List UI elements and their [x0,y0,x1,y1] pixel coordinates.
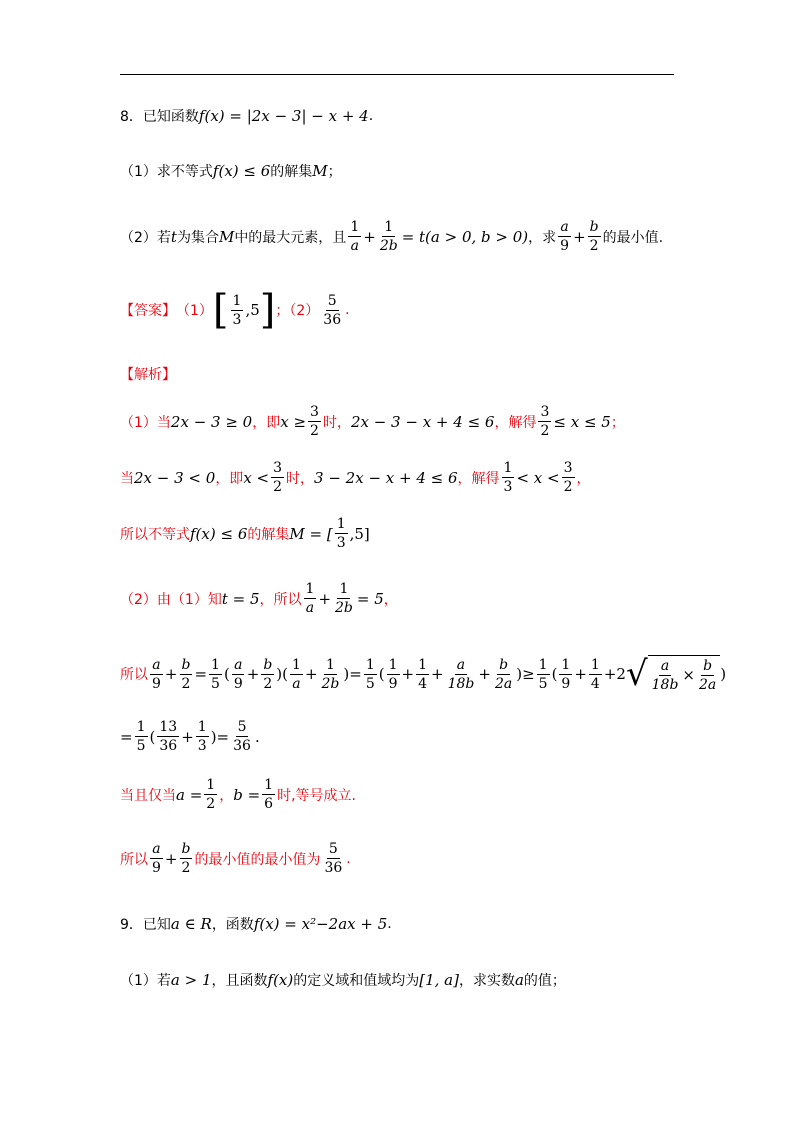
frac-b-over-2: $\frac{b}{2}$ [589,219,599,254]
a-l5-pre: 所以 [120,667,148,683]
frac-1-over-3: $\frac{1}{3}$ [503,460,513,495]
q8-part2-text: （2）若 [120,229,171,246]
q9-title-end: . [387,916,392,932]
a-l4-m1: t = 5 [221,589,260,608]
a-l2-t3: ，解得 [457,470,500,487]
a-l8-t1: 的最小值的最小值为 [194,851,321,868]
answer-label: 【答案】 [120,303,176,319]
q9-part1 [120,970,566,990]
frac-3-over-2: $\frac{3}{2}$ [273,460,283,495]
q9-p1-t1: ，且函数 [211,973,268,989]
answer-part1: （1） [176,303,213,319]
bracket-left: [ [212,287,229,333]
q9-p1-m3: [1, a] [419,971,459,989]
analysis-line-1 [120,403,625,440]
frac-3-over-2: $\frac{3}{2}$ [310,404,319,439]
analysis-line-8: 所以 $\frac{a}{9}$ + $\frac{b}{2}$ 的最小值的最小值为 $\frac{5}{36}$ . [120,841,351,876]
q9-title-t1: ，函数 [211,917,254,933]
q8-part1-var: M [312,162,328,180]
a-l3-m1: f(x) ≤ 6 [190,524,248,543]
frac-1-over-6: $\frac{1}{6}$ [264,777,274,812]
frac-1-over-3: $\frac{1}{3}$ [232,292,242,328]
q8-title [120,106,373,126]
frac-3-over-2: $\frac{3}{2}$ [540,404,550,439]
frac-3-over-2: $\frac{3}{2}$ [563,460,573,495]
a-l4-m2: = 5 [356,589,384,608]
frac-1-over-2b: $\frac{1}{2b}$ [335,581,353,616]
header-rule [120,74,674,75]
a-l1-pre: （1）当 [120,414,171,431]
a-l4-end: ， [383,591,398,608]
a-l2-m2: x < [243,468,270,487]
q9-title [120,914,392,934]
analysis-line-5 [120,654,726,694]
inequality-expression: $\frac{a}{9}$ + $\frac{b}{2}$ = $\frac{1}{5}$ ( $\frac{a}{9}$ + $\frac{b}{2}$ )( $\frac{1}{a}$ + $\frac{1}{2b}$ )= $\frac{1}{5}$ ( $\frac{1}{9}$ + $\frac{1}{4}$ + $\frac{a}{18b}$ + $\frac{b}{2a}$ )≥ $\frac{1}{5}$ ( $\frac{1}{9}$ + $\frac{1}{4}$ +2 √ $\frac{a}{18b}$ × $\frac{b}{2a}$ ) [152,654,727,694]
a-l2-t2: 时， [286,470,315,487]
analysis-label [120,364,176,384]
q8-part1-end: ； [327,164,342,180]
a-l1-t2: 时， [322,414,351,431]
q9-p1-t2: 的定义域和值域均为 [293,973,420,989]
a-l1-m1: 2x − 3 ≥ 0 [170,412,253,431]
a-l3-m2: M = [ [289,524,333,543]
frac-a-over-9: $\frac{a}{9}$ [560,219,570,254]
analysis-line-4: （2）由（1）知 t = 5 ，所以 $\frac{1}{a}$ + $\frac{1}{2b}$ = 5 ， [120,581,398,616]
frac-b-over-2: $\frac{b}{2}$ [181,841,191,876]
q9-p1-m4: a [514,971,524,989]
q9-function: f(x) = x²−2ax + 5 [253,915,388,933]
a-l7-t1: ， [219,787,234,804]
a-l1-m4: ≤ x ≤ 5 [553,412,611,431]
q8-part2-t: t [170,227,177,246]
answer-sep: ；（2） [275,303,320,319]
a-l7-t2: 时,等号成立. [277,787,356,804]
q8-part2-end: 的最小值. [602,229,664,246]
analysis-label-text: 【解析】 [120,367,176,383]
a-l8-pre: 所以 [120,851,148,868]
q8-function: f(x) = |2x − 3| − x + 4 [198,107,369,125]
q8-title-end: . [368,108,374,124]
q9-p1-m2: f(x) [267,971,294,989]
a-l7-m2: b = [233,785,261,804]
q8-part2-cond: = t(a > 0, b > 0) [401,227,529,246]
q9-title-pre: 9．已知 [120,917,171,933]
frac-5-over-36: $\frac{5}{36}$ [324,841,343,876]
q8-part2-M: M [218,227,235,246]
q9-p1-end: 的值； [523,973,566,989]
analysis-line-6: = $\frac{1}{5}$ ( $\frac{13}{36}$ + $\frac{1}{3}$ )= $\frac{5}{36}$ . [120,719,260,754]
a-l4-t1: ，所以 [259,591,302,608]
q9-p1-m1: a > 1 [170,971,212,989]
q8-part1-text: （1）求不等式 [120,164,213,180]
a-l1-m3: 2x − 3 − x + 4 ≤ 6 [350,412,495,431]
q9-p1-pre: （1）若 [120,973,171,989]
a-l2-end: ， [576,470,591,487]
a-l3-m3: ,5] [349,524,370,543]
q9-p1-t3: ，求实数 [458,973,515,989]
a-l1-t3: ，解得 [494,414,537,431]
analysis-line-3 [120,515,370,552]
frac-1-over-3: $\frac{1}{3}$ [336,516,346,551]
a-l2-m1: 2x − 3 < 0 [134,468,216,487]
frac-1-over-2: $\frac{1}{2}$ [206,777,216,812]
a-l3-pre: 所以不等式 [120,526,190,543]
q8-part2: （2）若 t 为集合 M 中的最大元素，且 $\frac{1}{a}$ + $\frac{1}{2b}$ = t(a > 0, b > 0) ，求 $\frac{a}{9}$ + $\frac{b}{2}$ 的最小值. [120,219,664,254]
q8-part2-mid2: 中的最大元素，且 [234,229,347,246]
q8-part1-post: 的解集 [270,164,313,180]
a-l2-pre: 当 [120,470,134,487]
answer-line: 【答案】 （1） [ $\frac{1}{3}$ ,5 ] ；（2） $\frac{5}{36}$ . [120,287,350,333]
frac-1-over-a: $\frac{1}{a}$ [350,219,360,254]
sqrt-symbol: √ $\frac{a}{18b}$ × $\frac{b}{2a}$ [626,654,720,694]
analysis-line-2 [120,459,591,496]
q8-part1-math: f(x) ≤ 6 [212,162,271,180]
q9-title-m1: a ∈ R [170,915,212,933]
a-l2-m3: 3 − 2x − x + 4 ≤ 6 [314,468,458,487]
a-l2-t1: ，即 [215,470,244,487]
a-l4-pre: （2）由（1）知 [120,591,222,608]
q8-title-text: 8．已知函数 [120,109,199,125]
frac-1-over-a: $\frac{1}{a}$ [305,581,315,616]
q8-part2-mid3: ，求 [528,229,557,246]
bracket-right: ] [259,287,276,333]
analysis-line-7 [120,776,356,813]
a-l3-t1: 的解集 [247,526,290,543]
answer-end: . [345,302,350,318]
q8-part1 [120,161,342,181]
a-l8-end: . [346,850,351,867]
a-l2-m4: < x < [516,468,560,487]
q8-part2-mid1: 为集合 [176,229,219,246]
a-l1-t1: ，即 [252,414,281,431]
a-l1-m2: x ≥ [280,412,307,431]
a-l7-m1: a = [176,785,203,804]
a-l7-pre: 当且仅当 [120,787,176,804]
frac-1-over-2b: $\frac{1}{2b}$ [379,219,398,254]
a-l1-end: ； [610,414,625,431]
frac-5-over-36: $\frac{5}{36}$ [323,292,342,328]
frac-a-over-9: $\frac{a}{9}$ [152,841,161,876]
